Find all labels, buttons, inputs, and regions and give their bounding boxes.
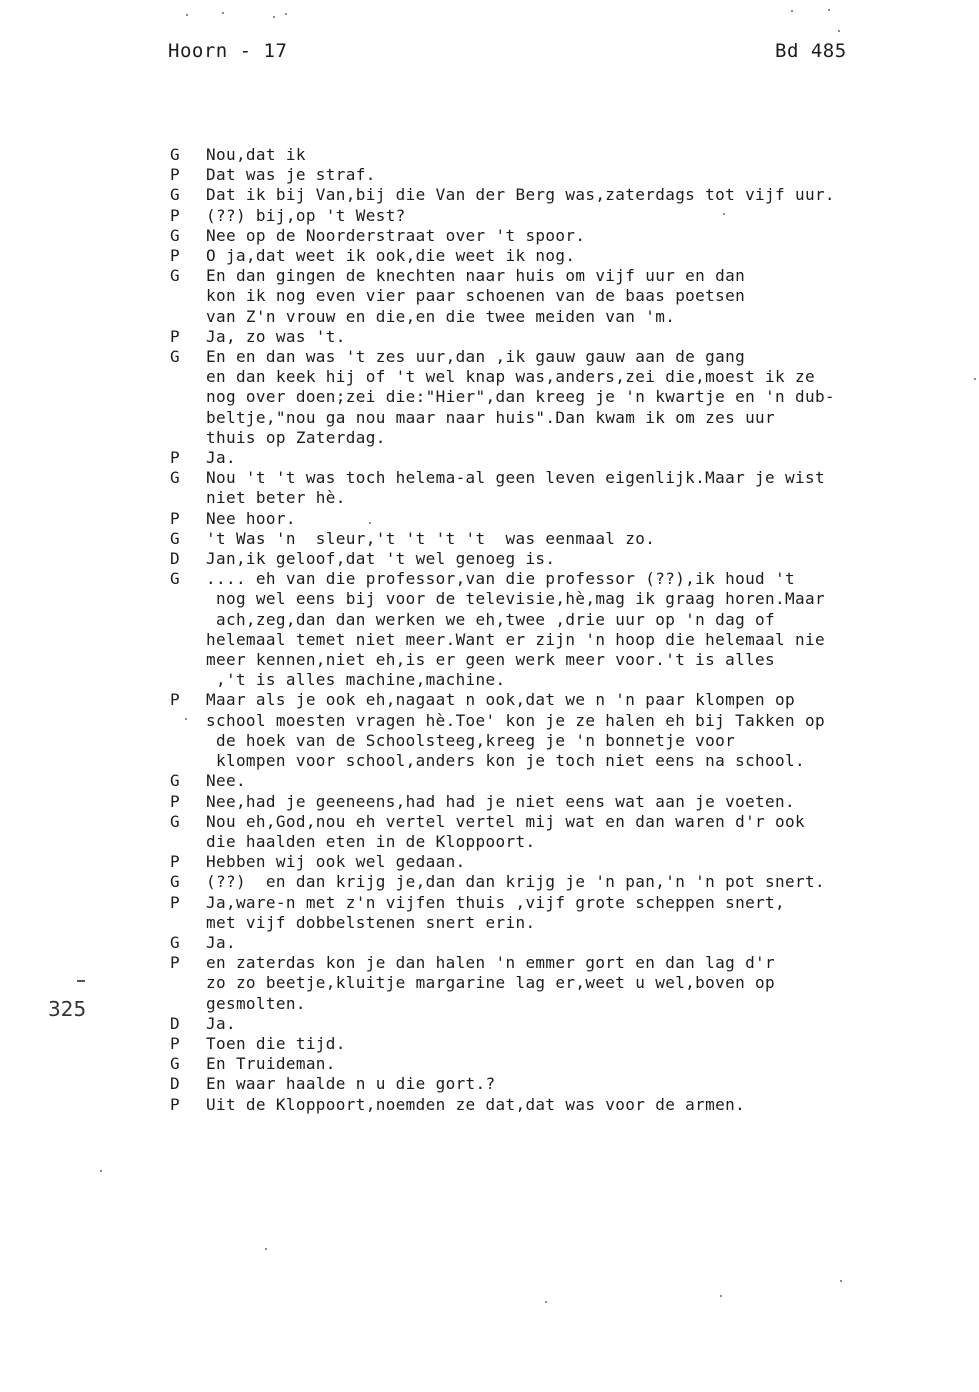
utterance-line: Ja. <box>206 448 236 468</box>
utterance <box>206 953 975 1014</box>
utterance-line: Ja. <box>206 1013 236 1033</box>
utterance <box>206 771 975 791</box>
utterance-line: En Truideman. <box>206 1054 336 1074</box>
utterance-line: Nee,had je geeneens,had had je niet eens wat aan je voeten. <box>206 791 795 811</box>
utterance <box>206 812 975 852</box>
utterance <box>206 1034 975 1054</box>
transcript-turn <box>170 792 975 812</box>
utterance-line: die haalden eten in de Kloppoort. <box>206 831 536 851</box>
speaker-label: D <box>170 1074 180 1094</box>
transcript-turn <box>170 266 975 327</box>
utterance <box>206 206 975 226</box>
transcript-turn <box>170 1014 975 1034</box>
speaker-label: G <box>170 528 180 548</box>
utterance-line: en dan keek hij of 't wel knap was,anders,zei die,moest ik ze <box>206 367 815 387</box>
speaker-label: P <box>170 892 180 912</box>
utterance-line: (??) en dan krijg je,dan dan krijg je 'n pan,'n 'n pot snert. <box>206 872 825 892</box>
utterance-line: beltje,"nou ga nou maar naar huis".Dan kwam ik om zes uur <box>206 407 776 427</box>
transcript-turn <box>170 185 975 205</box>
transcript-turn <box>170 165 975 185</box>
utterance <box>206 852 975 872</box>
utterance <box>206 266 975 327</box>
utterance <box>206 165 975 185</box>
speaker-label: G <box>170 932 180 952</box>
speaker-label: G <box>170 185 180 205</box>
speaker-label: D <box>170 549 180 569</box>
utterance-line: Jan,ik geloof,dat 't wel genoeg is. <box>206 549 556 569</box>
utterance-line: kon ik nog even vier paar schoenen van de baas poetsen <box>206 286 746 306</box>
utterance-line: Nee. <box>206 771 246 791</box>
speaker-label: P <box>170 326 180 346</box>
utterance-line: Ja. <box>206 932 236 952</box>
utterance <box>206 185 975 205</box>
transcript-turn <box>170 246 975 266</box>
speaker-label: G <box>170 347 180 367</box>
utterance-line: Toen die tijd. <box>206 1033 346 1053</box>
transcript-turn <box>170 206 975 226</box>
utterance <box>206 529 975 549</box>
transcript-turn <box>170 1074 975 1094</box>
transcript-turn <box>170 569 975 690</box>
transcript-turn <box>170 953 975 1014</box>
utterance <box>206 1095 975 1115</box>
utterance-line: van Z'n vrouw en die,en die twee meiden van 'm. <box>206 306 676 326</box>
utterance <box>206 448 975 468</box>
transcript-turn <box>170 1095 975 1115</box>
speaker-label: P <box>170 1094 180 1114</box>
utterance-line: school moesten vragen hè.Toe' kon je ze halen eh bij Takken op <box>206 710 825 730</box>
utterance-line: met vijf dobbelstenen snert erin. <box>206 912 536 932</box>
utterance-line: klompen voor school,anders kon je toch niet eens na school. <box>206 751 805 771</box>
speaker-label: G <box>170 468 180 488</box>
utterance <box>206 1054 975 1074</box>
utterance-line: Dat was je straf. <box>206 165 376 185</box>
utterance-line: nog wel eens bij voor de televisie,hè,mag ik graag horen.Maar <box>206 589 825 609</box>
utterance-line: zo zo beetje,kluitje margarine lag er,weet u wel,boven op <box>206 973 776 993</box>
utterance-line: ,'t is alles machine,machine. <box>206 670 506 690</box>
transcript-turn <box>170 812 975 852</box>
utterance <box>206 468 975 508</box>
speaker-label: P <box>170 1033 180 1053</box>
utterance-line: nog over doen;zei die:"Hier",dan kreeg je 'n kwartje en 'n dub- <box>206 387 835 407</box>
utterance <box>206 893 975 933</box>
utterance <box>206 145 975 165</box>
transcript-turn <box>170 347 975 448</box>
utterance-line: Ja,ware-n met z'n vijfen thuis ,vijf grote scheppen snert, <box>206 892 786 912</box>
utterance-line: Nee op de Noorderstraat over 't spoor. <box>206 225 586 245</box>
utterance-line: Nou eh,God,nou eh vertel vertel mij wat en dan waren d'r ook <box>206 811 805 831</box>
utterance <box>206 347 975 448</box>
utterance-line: En en dan was 't zes uur,dan ,ik gauw gauw aan de gang <box>206 347 746 367</box>
utterance-line: Ja, zo was 't. <box>206 326 346 346</box>
speaker-label: D <box>170 1013 180 1033</box>
utterance-line: Uit de Kloppoort,noemden ze dat,dat was voor de armen. <box>206 1094 746 1114</box>
speaker-label: G <box>170 225 180 245</box>
utterance-line: En dan gingen de knechten naar huis om vijf uur en dan <box>206 266 746 286</box>
utterance <box>206 509 975 529</box>
document-title: Hoorn - 17 <box>168 40 288 62</box>
utterance <box>206 933 975 953</box>
utterance-line: meer kennen,niet eh,is er geen werk meer voor.'t is alles <box>206 650 776 670</box>
speaker-label: P <box>170 852 180 872</box>
utterance-line: Nee hoor. <box>206 508 296 528</box>
speaker-label: G <box>170 266 180 286</box>
utterance <box>206 246 975 266</box>
utterance-line: O ja,dat weet ik ook,die weet ik nog. <box>206 246 576 266</box>
transcript-turn <box>170 852 975 872</box>
utterance <box>206 226 975 246</box>
utterance-line: Dat ik bij Van,bij die Van der Berg was,zaterdags tot vijf uur. <box>206 185 835 205</box>
speaker-label: P <box>170 508 180 528</box>
utterance-line: Nou,dat ik <box>206 145 306 164</box>
speaker-label: P <box>170 165 180 185</box>
utterance-line: niet beter hè. <box>206 488 346 508</box>
utterance-line: thuis op Zaterdag. <box>206 427 386 447</box>
utterance-line: .... eh van die professor,van die professor (??),ik houd 't <box>206 569 795 589</box>
utterance-line: en zaterdas kon je dan halen 'n emmer gort en dan lag d'r <box>206 953 776 973</box>
utterance <box>206 872 975 892</box>
speaker-label: P <box>170 953 180 973</box>
speaker-label: G <box>170 771 180 791</box>
transcript-turn <box>170 690 975 771</box>
transcript-turn <box>170 327 975 347</box>
utterance-line: Maar als je ook eh,nagaat n ook,dat we n 'n paar klompen op <box>206 690 795 710</box>
transcript-turn <box>170 448 975 468</box>
speaker-label: P <box>170 791 180 811</box>
speaker-label: G <box>170 1054 180 1074</box>
speaker-label: G <box>170 872 180 892</box>
margin-mark <box>77 980 85 982</box>
utterance <box>206 1014 975 1034</box>
speaker-label: P <box>170 246 180 266</box>
speaker-label: G <box>170 811 180 831</box>
utterance-line: 't Was 'n sleur,'t 't 't 't was eenmaal zo. <box>206 528 656 548</box>
utterance-line: (??) bij,op 't West? <box>206 205 406 225</box>
speaker-label: P <box>170 205 180 225</box>
utterance <box>206 1074 975 1094</box>
utterance-line: Nou 't 't was toch helema-al geen leven eigenlijk.Maar je wist <box>206 468 825 488</box>
transcript <box>170 145 975 1115</box>
transcript-turn <box>170 893 975 933</box>
transcript-turn <box>170 771 975 791</box>
speaker-label: G <box>170 145 180 164</box>
utterance <box>206 327 975 347</box>
transcript-turn <box>170 468 975 508</box>
utterance-line: En waar haalde n u die gort.? <box>206 1074 496 1094</box>
transcript-turn <box>170 145 975 165</box>
utterance-line: helemaal temet niet meer.Want er zijn 'n hoop die helemaal nie <box>206 629 825 649</box>
transcript-turn <box>170 872 975 892</box>
margin-counter: 325 <box>48 997 87 1021</box>
utterance-line: gesmolten. <box>206 993 306 1013</box>
transcript-turn <box>170 1034 975 1054</box>
utterance-line: Hebben wij ook wel gedaan. <box>206 852 466 872</box>
transcript-turn <box>170 226 975 246</box>
speaker-label: P <box>170 690 180 710</box>
utterance <box>206 690 975 771</box>
transcript-turn <box>170 1054 975 1074</box>
utterance-line: ach,zeg,dan dan werken we eh,twee ,drie uur op 'n dag of <box>206 609 776 629</box>
utterance <box>206 569 975 690</box>
speaker-label: G <box>170 569 180 589</box>
utterance <box>206 792 975 812</box>
utterance <box>206 549 975 569</box>
transcript-turn <box>170 509 975 529</box>
transcript-turn <box>170 549 975 569</box>
document-reference: Bd 485 <box>775 40 847 62</box>
speaker-label: P <box>170 448 180 468</box>
transcript-turn <box>170 529 975 549</box>
utterance-line: de hoek van de Schoolsteeg,kreeg je 'n bonnetje voor <box>206 730 736 750</box>
transcript-turn <box>170 933 975 953</box>
